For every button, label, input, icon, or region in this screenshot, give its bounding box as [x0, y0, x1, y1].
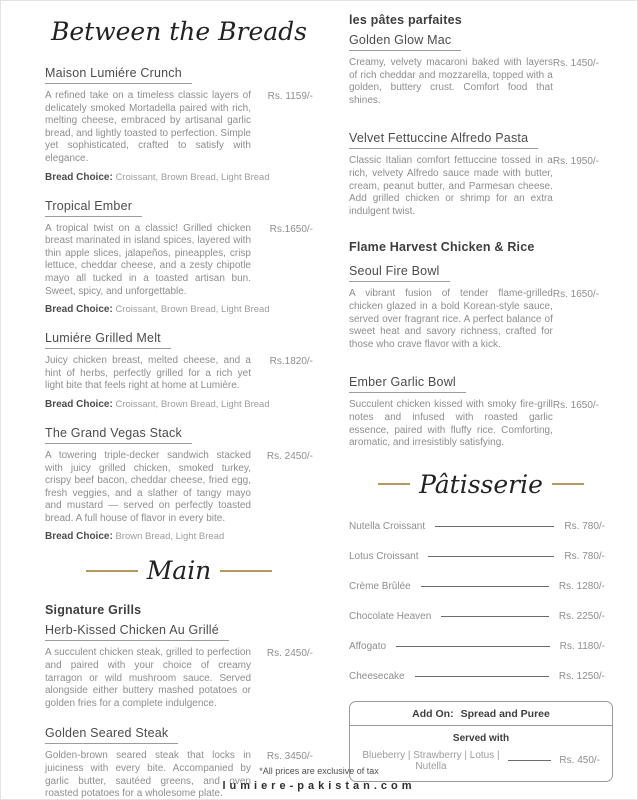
patisserie-item-name: Affogato — [349, 640, 387, 652]
menu-item-grand-vegas-stack — [45, 424, 313, 543]
item-title: Maison Lumiére Crunch — [45, 66, 192, 84]
bread-choice-value: Croissant, Brown Bread, Light Bread — [115, 304, 270, 316]
menu-item-lumiere-grilled-melt — [45, 329, 313, 410]
item-row — [45, 90, 313, 166]
bread-choice — [45, 399, 313, 410]
gold-dash — [552, 483, 584, 485]
section-heading-patisserie — [349, 470, 613, 499]
item-row — [349, 399, 613, 449]
patisserie-item-name: Lotus Croissant — [349, 550, 419, 562]
leader-line — [441, 616, 549, 617]
item-price: Rs. 1159/- — [267, 91, 313, 102]
gold-dash — [220, 570, 272, 572]
section-title: Main — [146, 556, 212, 586]
page-footer — [1, 766, 637, 792]
item-price: Rs. 1650/- — [552, 400, 599, 412]
addon-label: Add On: — [412, 707, 454, 720]
item-row — [349, 155, 613, 218]
gold-dash — [378, 483, 410, 485]
item-description: Golden-brown seared steak that locks in juiciness with every bite. Accompanied by garlic butter, sautéed greens, and oven roasted potatoes for a wholesome plate. — [45, 750, 251, 800]
item-price: Rs.1650/- — [269, 223, 313, 235]
bread-choice — [45, 304, 313, 315]
item-title: Tropical Ember — [45, 199, 142, 217]
addon-header — [350, 702, 612, 726]
group-heading-flame-harvest: Flame Harvest Chicken & Rice — [349, 240, 535, 255]
section-heading-between-the-breads — [45, 17, 313, 46]
item-description: Classic Italian comfort fettuccine tossed in a rich, velvety Alfredo sauce made with butter, cream, peanut butter, and Parmesan cheese. Add grilled chicken or shrimp for an extra indulgent twist. — [349, 155, 553, 217]
item-title: Lumiére Grilled Melt — [45, 331, 171, 349]
item-row — [349, 57, 613, 107]
bread-choice — [45, 172, 313, 183]
patisserie-row — [349, 521, 613, 532]
leader-line — [508, 760, 552, 761]
item-price: Rs. 1650/- — [552, 289, 599, 301]
patisserie-item-price: Rs. 1180/- — [559, 640, 605, 652]
patisserie-item-price: Rs. 1250/- — [558, 670, 605, 682]
leader-line — [421, 586, 549, 587]
addon-value: Spread and Puree — [460, 707, 550, 720]
section-title: Pâtisserie — [419, 469, 543, 499]
right-column — [349, 13, 613, 800]
item-title: Velvet Fettuccine Alfredo Pasta — [349, 131, 538, 149]
item-description: A towering triple-decker sandwich stacked with juicy grilled chicken, smoked turkey, crispy beef bacon, cheddar cheese, fried egg, fresh veggies, and a slather of tangy mayo and mustard — served on perfectly toasted bread. A full house of flavor in every bite. — [45, 449, 251, 524]
item-description: A refined take on a timeless classic layers of delicately smoked Mortadella paired with rich, melting cheese, embraced by artisanal garlic bread, and lightly toasted to perfection. Simple yet sophisticated, crafted to satisfy with elegance. — [45, 90, 251, 164]
item-row — [349, 288, 613, 351]
item-row — [45, 450, 313, 526]
patisserie-item-name: Nutella Croissant — [349, 520, 426, 532]
bread-choice-value: Brown Bread, Light Bread — [115, 531, 225, 543]
item-title: Golden Seared Steak — [45, 726, 178, 744]
leader-line — [415, 676, 549, 677]
item-title: The Grand Vegas Stack — [45, 426, 192, 444]
bread-choice-label: Bread Choice: — [45, 398, 113, 410]
bread-choice-value: Croissant, Brown Bread, Light Bread — [115, 398, 270, 410]
menu-item-golden-glow-mac — [349, 31, 613, 107]
patisserie-item-name: Crème Brûlée — [349, 580, 411, 592]
patisserie-item-price: Rs. 780/- — [564, 520, 605, 532]
item-price: Rs. 1450/- — [552, 58, 599, 69]
left-column — [45, 13, 313, 800]
item-description: A vibrant fusion of tender flame-grilled chicken glazed in a bold Korean-style sauce, served over fragrant rice. A perfect balance of sweet heat and savory richness, crafted for those who crave flavor with a kick. — [349, 288, 553, 350]
item-price: Rs.1820/- — [269, 356, 313, 368]
section-heading-main — [45, 556, 313, 585]
gold-dash — [86, 570, 138, 572]
patisserie-item-name: Cheesecake — [349, 670, 405, 682]
menu-item-ember-garlic-bowl — [349, 373, 613, 449]
patisserie-item-price: Rs. 1280/- — [558, 580, 605, 592]
menu-columns — [1, 1, 637, 800]
item-description: Juicy chicken breast, melted cheese, and a hint of herbs, perfectly grilled for a rich yet light bite that feels right at home at Lumière. — [45, 355, 251, 392]
served-with-label: Served with — [452, 732, 510, 744]
patisserie-item-name: Chocolate Heaven — [349, 610, 432, 622]
section-title: Between the Breads — [51, 17, 307, 46]
tax-note: *All prices are exclusive of tax — [259, 766, 379, 776]
patisserie-row — [349, 581, 613, 592]
item-price: Rs. 2450/- — [266, 450, 313, 462]
patisserie-row — [349, 671, 613, 682]
item-title: Herb-Kissed Chicken Au Grillé — [45, 623, 229, 641]
item-row — [45, 355, 313, 393]
leader-line — [435, 526, 554, 527]
item-title: Golden Glow Mac — [349, 33, 461, 51]
website-url: lumiere-pakistan.com — [222, 780, 416, 792]
addon-options: Blueberry | Strawberry | Lotus | Nutella — [362, 749, 500, 772]
item-description: A succulent chicken steak, grilled to perfection and paired with your choice of creamy tarragon or wild mushroom sauce. Served alongside either buttery mashed potatoes or golden fries for a complete indulgence. — [45, 647, 251, 709]
bread-choice-value: Croissant, Brown Bread, Light Bread — [115, 171, 270, 183]
leader-line — [428, 556, 554, 557]
patisserie-row — [349, 551, 613, 562]
addon-price: Rs. 450/- — [559, 755, 600, 767]
group-heading-signature-grills: Signature Grills — [45, 603, 142, 618]
group-heading-les-pates-parfaites: les pâtes parfaites — [349, 13, 462, 27]
item-title: Ember Garlic Bowl — [349, 375, 466, 393]
item-description: Creamy, velvety macaroni baked with layers of rich cheddar and mozzarella, topped with a golden, buttery crust. Comfort food that shines. — [349, 57, 553, 106]
patisserie-item-price: Rs. 780/- — [564, 550, 605, 562]
bread-choice — [45, 531, 313, 542]
menu-item-maison-lumiere-crunch — [45, 64, 313, 183]
bread-choice-label: Bread Choice: — [45, 304, 113, 316]
menu-item-tropical-ember — [45, 197, 313, 316]
item-price: Rs. 3450/- — [266, 751, 313, 763]
item-row — [45, 223, 313, 299]
item-description: Succulent chicken kissed with smoky fire-grill notes and infused with roasted garlic essence, paired with fluffy rice. Comforting, aromatic, and irresistibly satisfying. — [349, 399, 553, 449]
item-description: A tropical twist on a classic! Grilled chicken breast marinated in island spices, layered with thin apple slices, jalapeños, pineapples, crisp lettuce, cheddar cheese, and a zesty chipotle mayo all tucked in a toasted artisan bun. Sweet, spicy, and unforgettable. — [45, 222, 251, 297]
bread-choice-label: Bread Choice: — [45, 531, 113, 543]
item-title: Seoul Fire Bowl — [349, 264, 450, 282]
menu-item-seoul-fire-bowl — [349, 262, 613, 351]
item-price: Rs. 1950/- — [552, 156, 599, 168]
patisserie-row — [349, 611, 613, 622]
patisserie-item-price: Rs. 2250/- — [558, 610, 605, 622]
bread-choice-label: Bread Choice: — [45, 171, 113, 183]
item-price: Rs. 2450/- — [266, 648, 313, 660]
menu-item-velvet-fettuccine — [349, 129, 613, 218]
patisserie-row — [349, 641, 613, 652]
leader-line — [396, 646, 550, 647]
menu-item-herb-kissed-chicken — [45, 621, 313, 710]
item-row — [45, 647, 313, 710]
